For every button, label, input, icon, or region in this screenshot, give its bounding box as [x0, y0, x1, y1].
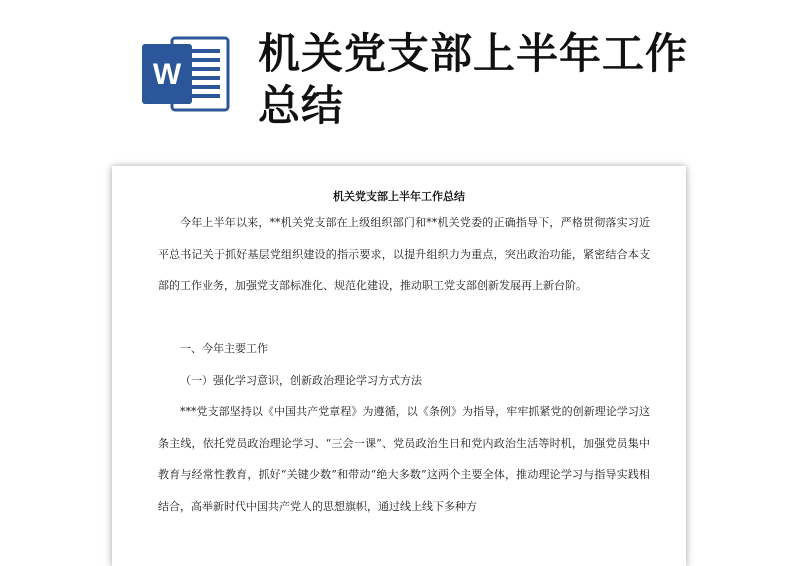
heading-section-1: 一、今年主要工作: [180, 342, 268, 355]
document-title: 机关党支部上半年工作总结: [333, 190, 465, 203]
word-document-icon: [142, 34, 232, 114]
paragraph-study: ***党支部坚持以《中国共产党章程》为遵循，以《条例》为指导，牢牢抓紧党的创新理论学习这条主线，依托党员政治理论学习、“三会一课”、党员政治生日和党内政治生活等时机，加强党员集中教育与经常性教育，抓好“关键少数”和带动“绝大多数”这两个主要全体，推动理论学习与指导实践相结合，高举新时代中国共产党人的思想旗帜，通过线上线下多种方: [158, 405, 650, 513]
paragraph-intro: 今年上半年以来，**机关党支部在上级组织部门和**机关党委的正确指导下，严格贯彻落实习近平总书记关于抓好基层党组织建设的指示要求，以提升组织力为重点，突出政治功能，紧密结合本支部的工作业务，加强党支部标准化、规范化建设，推动职工党支部创新发展再上新台阶。: [158, 216, 650, 292]
document-page: [112, 166, 686, 566]
word-icon-letter: W: [152, 58, 182, 91]
page-title: 机关党支部上半年工作总结: [258, 29, 689, 130]
header: [0, 0, 800, 160]
heading-subsection-1: （一）强化学习意识，创新政治理论学习方式方法: [180, 374, 422, 387]
